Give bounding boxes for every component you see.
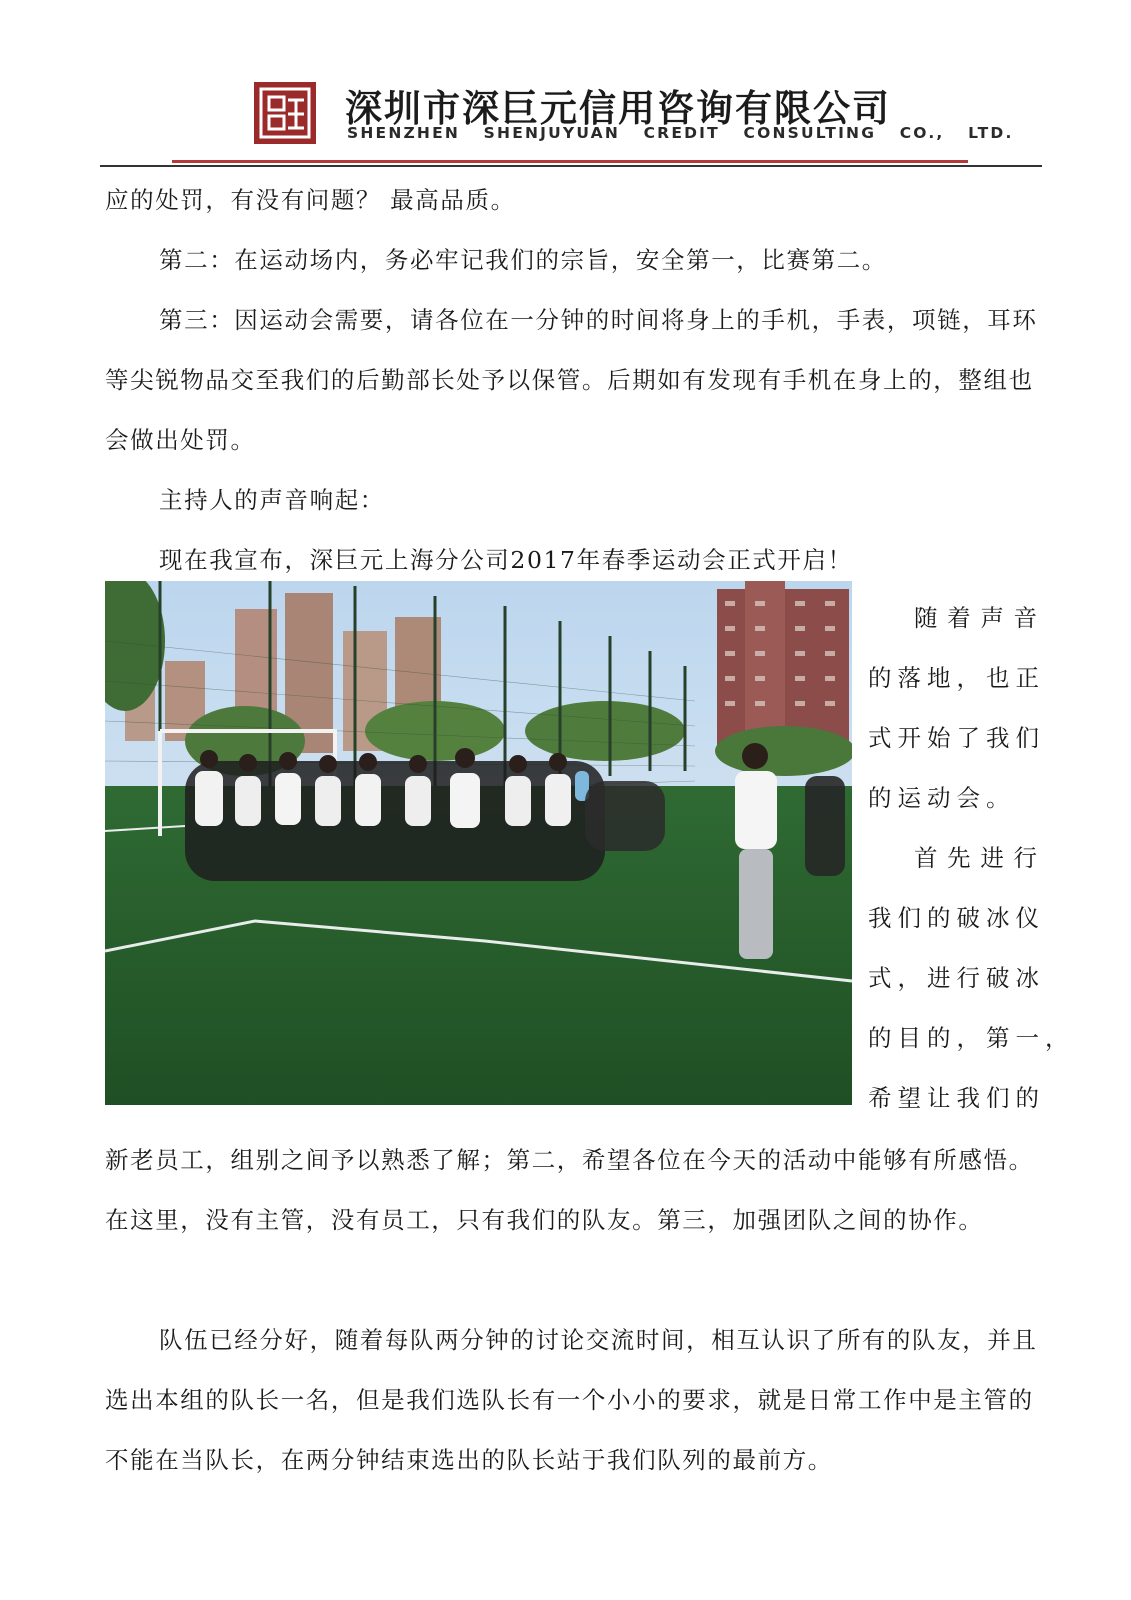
side-text-column bbox=[868, 588, 1075, 1128]
paragraph-host-voice: 主持人的声音响起： bbox=[159, 486, 385, 514]
side-line: 的落地，也正 bbox=[868, 664, 1045, 692]
side-line: 希望让我们的 bbox=[868, 1084, 1045, 1112]
company-logo bbox=[254, 82, 316, 144]
paragraph-rule-two: 第二：在运动场内，务必牢记我们的宗旨，安全第一，比赛第二。 bbox=[159, 246, 887, 274]
header-accent-rule bbox=[172, 160, 968, 163]
side-line: 式，进行破冰 bbox=[868, 964, 1045, 992]
company-name-en: SHENZHEN SHENJUYUAN CREDIT CONSULTING CO., LTD. bbox=[347, 124, 1014, 142]
paragraph-icebreaker-purpose: 新老员工，组别之间予以熟悉了解；第二，希望各位在今天的活动中能够有所感悟。在这里，没有主管，没有员工，只有我们的队友。第三，加强团队之间的协作。 bbox=[105, 1146, 1034, 1234]
side-line: 式开始了我们 bbox=[868, 724, 1045, 752]
side-line: 随着声音 bbox=[914, 604, 1043, 632]
side-line: 的运动会。 bbox=[868, 784, 1016, 812]
paragraph-team-captain: 队伍已经分好，随着每队两分钟的讨论交流时间，相互认识了所有的队友，并且选出本组的队长一名，但是我们选队长有一个小小的要求，就是日常工作中是主管的不能在当队长，在两分钟结束选出的队长站于我们队列的最前方。 bbox=[105, 1326, 1038, 1474]
company-name-cn: 深圳市深巨元信用咨询有限公司 bbox=[345, 87, 891, 130]
sports-meeting-photo bbox=[105, 581, 852, 1105]
side-line: 首先进行 bbox=[914, 844, 1043, 872]
side-line: 我们的破冰仪 bbox=[868, 904, 1045, 932]
paragraph-announcement: 现在我宣布，深巨元上海分公司2017年春季运动会正式开启！ bbox=[159, 546, 853, 574]
side-line: 的目的，第一， bbox=[868, 1024, 1075, 1052]
paragraph-continued: 应的处罚，有没有问题？ 最高品质。 bbox=[105, 186, 516, 214]
page-header bbox=[0, 0, 1131, 170]
header-rule bbox=[100, 165, 1042, 167]
paragraph-rule-three: 第三：因运动会需要，请各位在一分钟的时间将身上的手机，手表，项链，耳环等尖锐物品交至我们的后勤部长处予以保管。后期如有发现有手机在身上的，整组也会做出处罚。 bbox=[105, 306, 1038, 454]
